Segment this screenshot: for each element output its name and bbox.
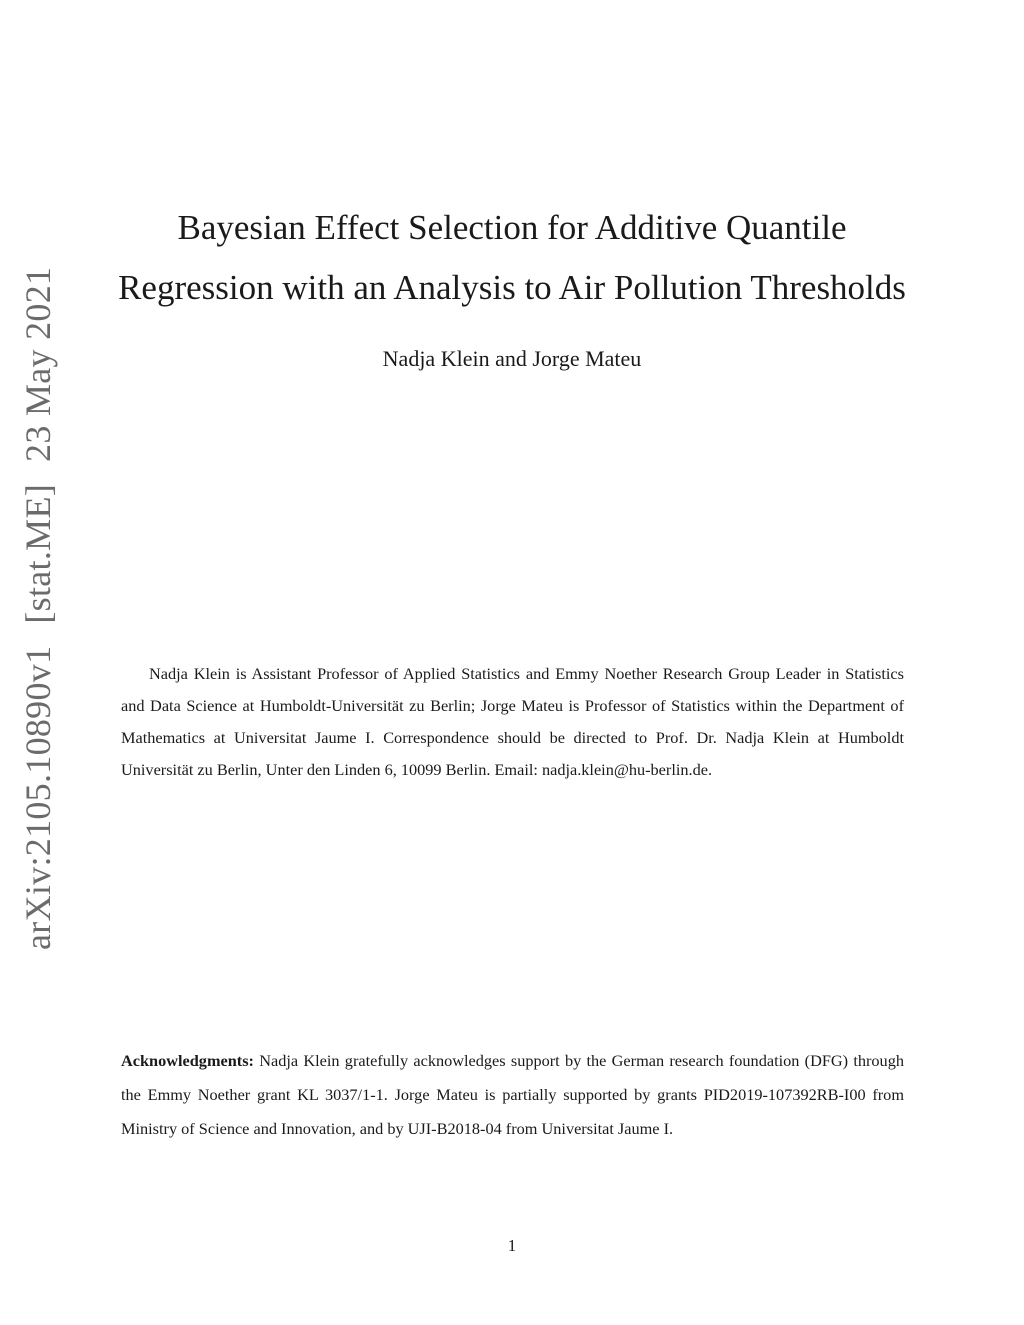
arxiv-date: 23 May 2021 xyxy=(18,266,58,462)
arxiv-id[interactable]: arXiv:2105.10890v1 xyxy=(18,645,58,950)
paper-authors: Nadja Klein and Jorge Mateu xyxy=(382,346,642,371)
author-affiliation-note: Nadja Klein is Assistant Professor of Applied Statistics and Emmy Noether Research Group Leader in Statistics and Data Science at Humboldt-Universität zu Berlin; Jorge Mateu is Professor of Statistics within the Department of Mathematics at Universitat Jaume I. Correspondence should be directed to Prof. Dr. Nadja Klein at Humboldt Universität zu Berlin, Unter den Linden 6, 10099 Berlin. Email: nadja.klein@hu-berlin.de. xyxy=(121,664,904,779)
arxiv-category: [stat.ME] xyxy=(18,483,58,624)
title-line-2: Regression with an Analysis to Air Pollution Thresholds xyxy=(118,268,906,307)
acknowledgments-label: Acknowledgments: xyxy=(121,1051,254,1070)
acknowledgments xyxy=(121,1044,904,1146)
paper-title xyxy=(100,198,924,318)
page-number: 1 xyxy=(507,1236,517,1255)
acknowledgments-text: Nadja Klein gratefully acknowledges support by the German research foundation (DFG) through the Emmy Noether grant KL 3037/1-1. Jorge Mateu is partially supported by grants PID2019-107392RB-I00 from Ministry of Science and Innovation, and by UJI-B2018-04 from Universitat Jaume I. xyxy=(121,1051,904,1138)
arxiv-stamp xyxy=(20,245,56,950)
title-line-1: Bayesian Effect Selection for Additive Quantile xyxy=(177,208,847,247)
